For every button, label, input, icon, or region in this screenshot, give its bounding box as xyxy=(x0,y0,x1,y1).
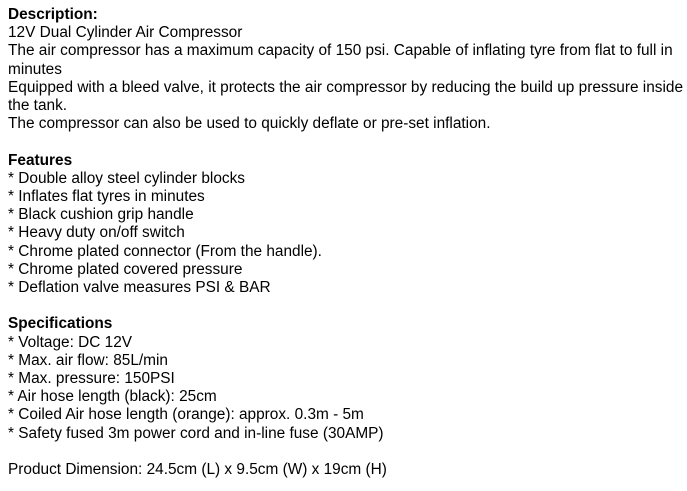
features-section xyxy=(8,152,684,298)
feature-item: * Inflates flat tyres in minutes xyxy=(8,188,205,206)
specification-item: * Air hose length (black): 25cm xyxy=(8,388,217,406)
description-line-capacity: The air compressor has a maximum capacity of 150 psi. Capable of inflating tyre from flat to full in minutes xyxy=(8,42,673,78)
section-spacer xyxy=(8,133,684,151)
specification-item: * Coiled Air hose length (orange): approx. 0.3m - 5m xyxy=(8,406,364,424)
feature-item: * Black cushion grip handle xyxy=(8,206,194,224)
section-spacer xyxy=(8,443,684,461)
feature-item: * Double alloy steel cylinder blocks xyxy=(8,169,245,187)
specifications-section xyxy=(8,315,684,442)
specification-item: * Max. air flow: 85L/min xyxy=(8,351,168,369)
description-section xyxy=(8,6,684,133)
specifications-heading: Specifications xyxy=(8,315,113,333)
description-line-title: 12V Dual Cylinder Air Compressor xyxy=(8,24,243,42)
features-list xyxy=(8,170,684,297)
description-line-bleed-valve: Equipped with a bleed valve, it protects the air compressor by reducing the build up pressure inside the tank. xyxy=(8,78,684,115)
specification-item: * Voltage: DC 12V xyxy=(8,333,133,351)
specifications-list xyxy=(8,334,684,443)
specification-item: * Safety fused 3m power cord and in-line fuse (30AMP) xyxy=(8,424,384,442)
specification-item: * Max. pressure: 150PSI xyxy=(8,370,175,388)
section-spacer xyxy=(8,297,684,315)
feature-item: * Chrome plated covered pressure xyxy=(8,260,243,278)
features-heading: Features xyxy=(8,151,73,169)
feature-item: * Deflation valve measures PSI & BAR xyxy=(8,279,271,297)
description-heading: Description: xyxy=(8,6,98,23)
product-description-document xyxy=(8,6,684,479)
product-dimension: Product Dimension: 24.5cm (L) x 9.5cm (W) x 19cm (H) xyxy=(8,461,387,479)
feature-item: * Chrome plated connector (From the handle). xyxy=(8,242,322,260)
feature-item: * Heavy duty on/off switch xyxy=(8,224,185,242)
description-line-deflate: The compressor can also be used to quickly deflate or pre-set inflation. xyxy=(8,115,491,133)
